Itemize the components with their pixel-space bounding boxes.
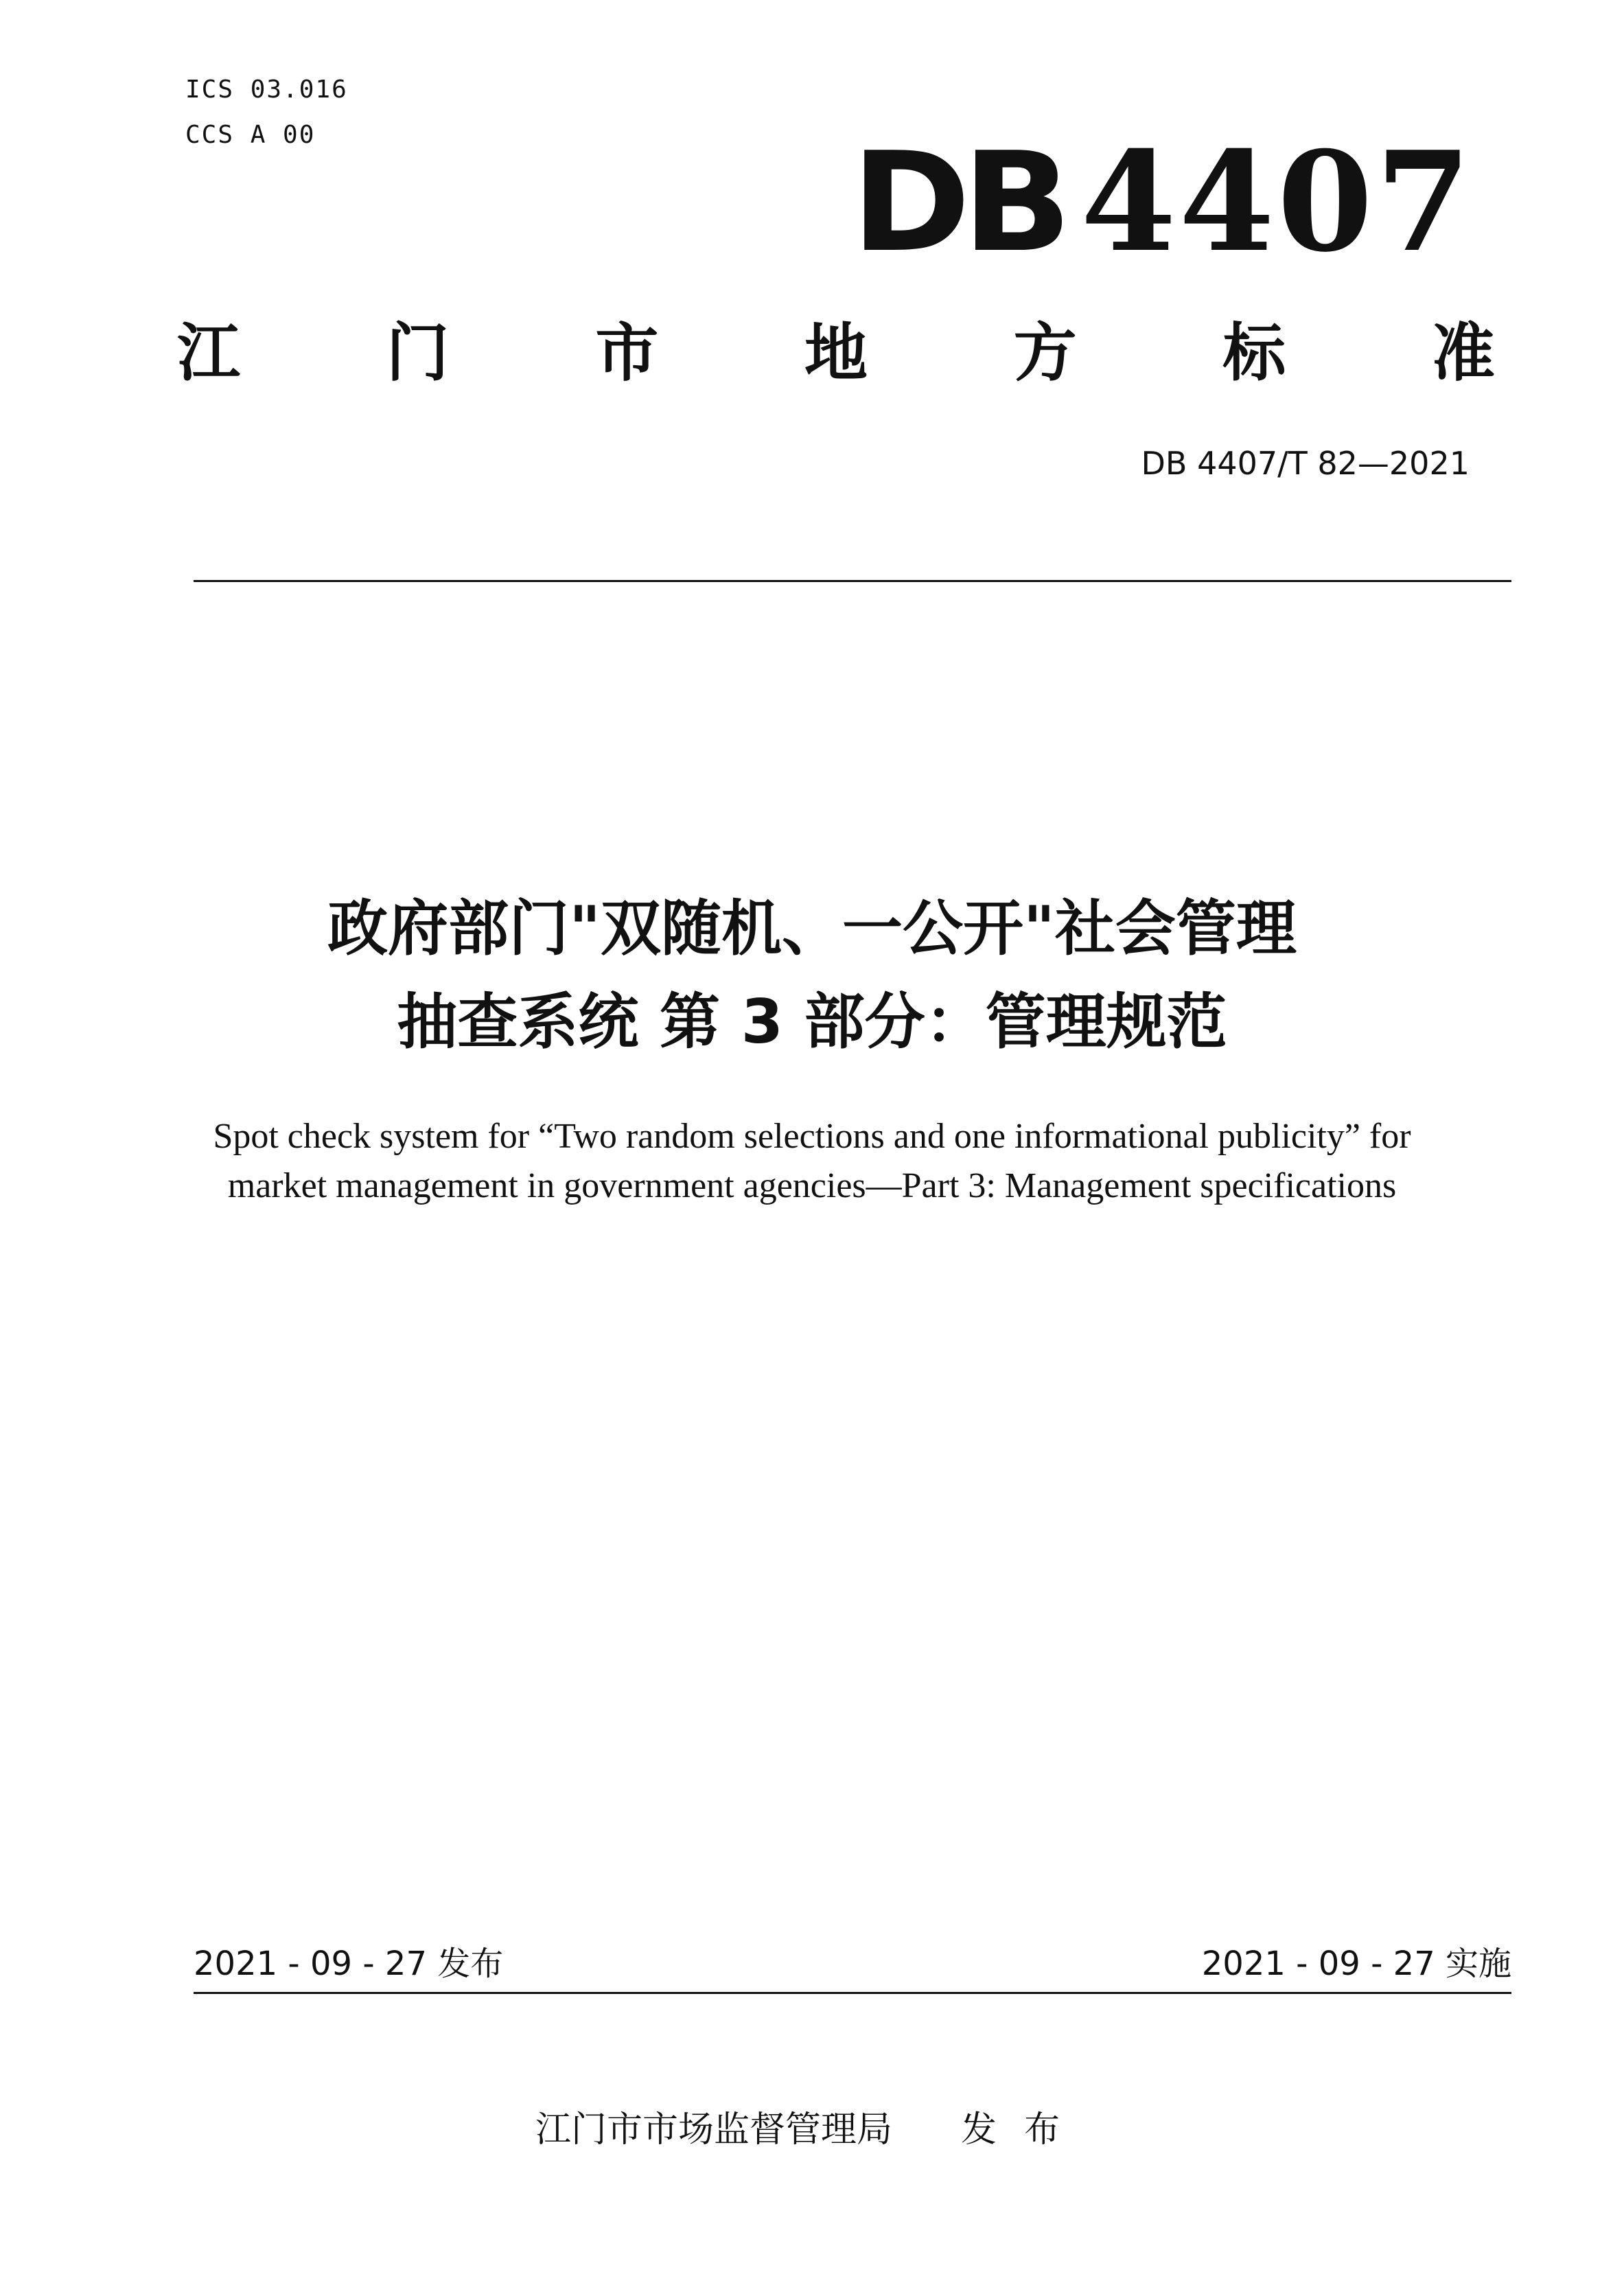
bottom-divider	[194, 1992, 1511, 1994]
standard-type-char: 门	[386, 316, 450, 390]
standard-type-char: 标	[1222, 316, 1286, 390]
title-english-line-2: market management in government agencies—Part 3: Management specifications	[227, 1166, 1397, 1205]
standard-type-char: 方	[1013, 316, 1077, 390]
title-chinese	[137, 882, 1487, 1069]
standard-logo	[851, 121, 1474, 283]
issue-date: 2021 - 09 - 27 发布	[194, 1945, 504, 1983]
implementation-date: 2021 - 09 - 27 实施	[1201, 1945, 1511, 1983]
logo-code: 4407	[1080, 121, 1474, 283]
title-english	[137, 1112, 1487, 1211]
issuer-action: 发布	[961, 2109, 1088, 2150]
standard-number: DB 4407/T 82—2021	[1141, 445, 1470, 482]
issuer	[535, 2100, 1087, 2152]
standard-type-char: 准	[1431, 316, 1495, 390]
title-chinese-line-2: 抽查系统 第 3 部分：管理规范	[397, 986, 1227, 1057]
logo-prefix: DB	[851, 123, 1064, 283]
standard-type-char: 江	[177, 316, 241, 390]
standard-type-char: 市	[595, 316, 659, 390]
issuer-name: 江门市市场监督管理局	[535, 2109, 893, 2150]
top-divider	[194, 580, 1511, 582]
ics-code: ICS 03.016	[185, 76, 348, 104]
title-english-line-1: Spot check system for “Two random selections and one informational publicity” for	[213, 1117, 1411, 1156]
standard-type-char: 地	[804, 316, 868, 390]
ccs-code: CCS A 00	[185, 121, 316, 149]
title-chinese-line-1: 政府部门"双随机、一公开"社会管理	[327, 893, 1297, 964]
standard-type-heading	[177, 312, 1495, 395]
